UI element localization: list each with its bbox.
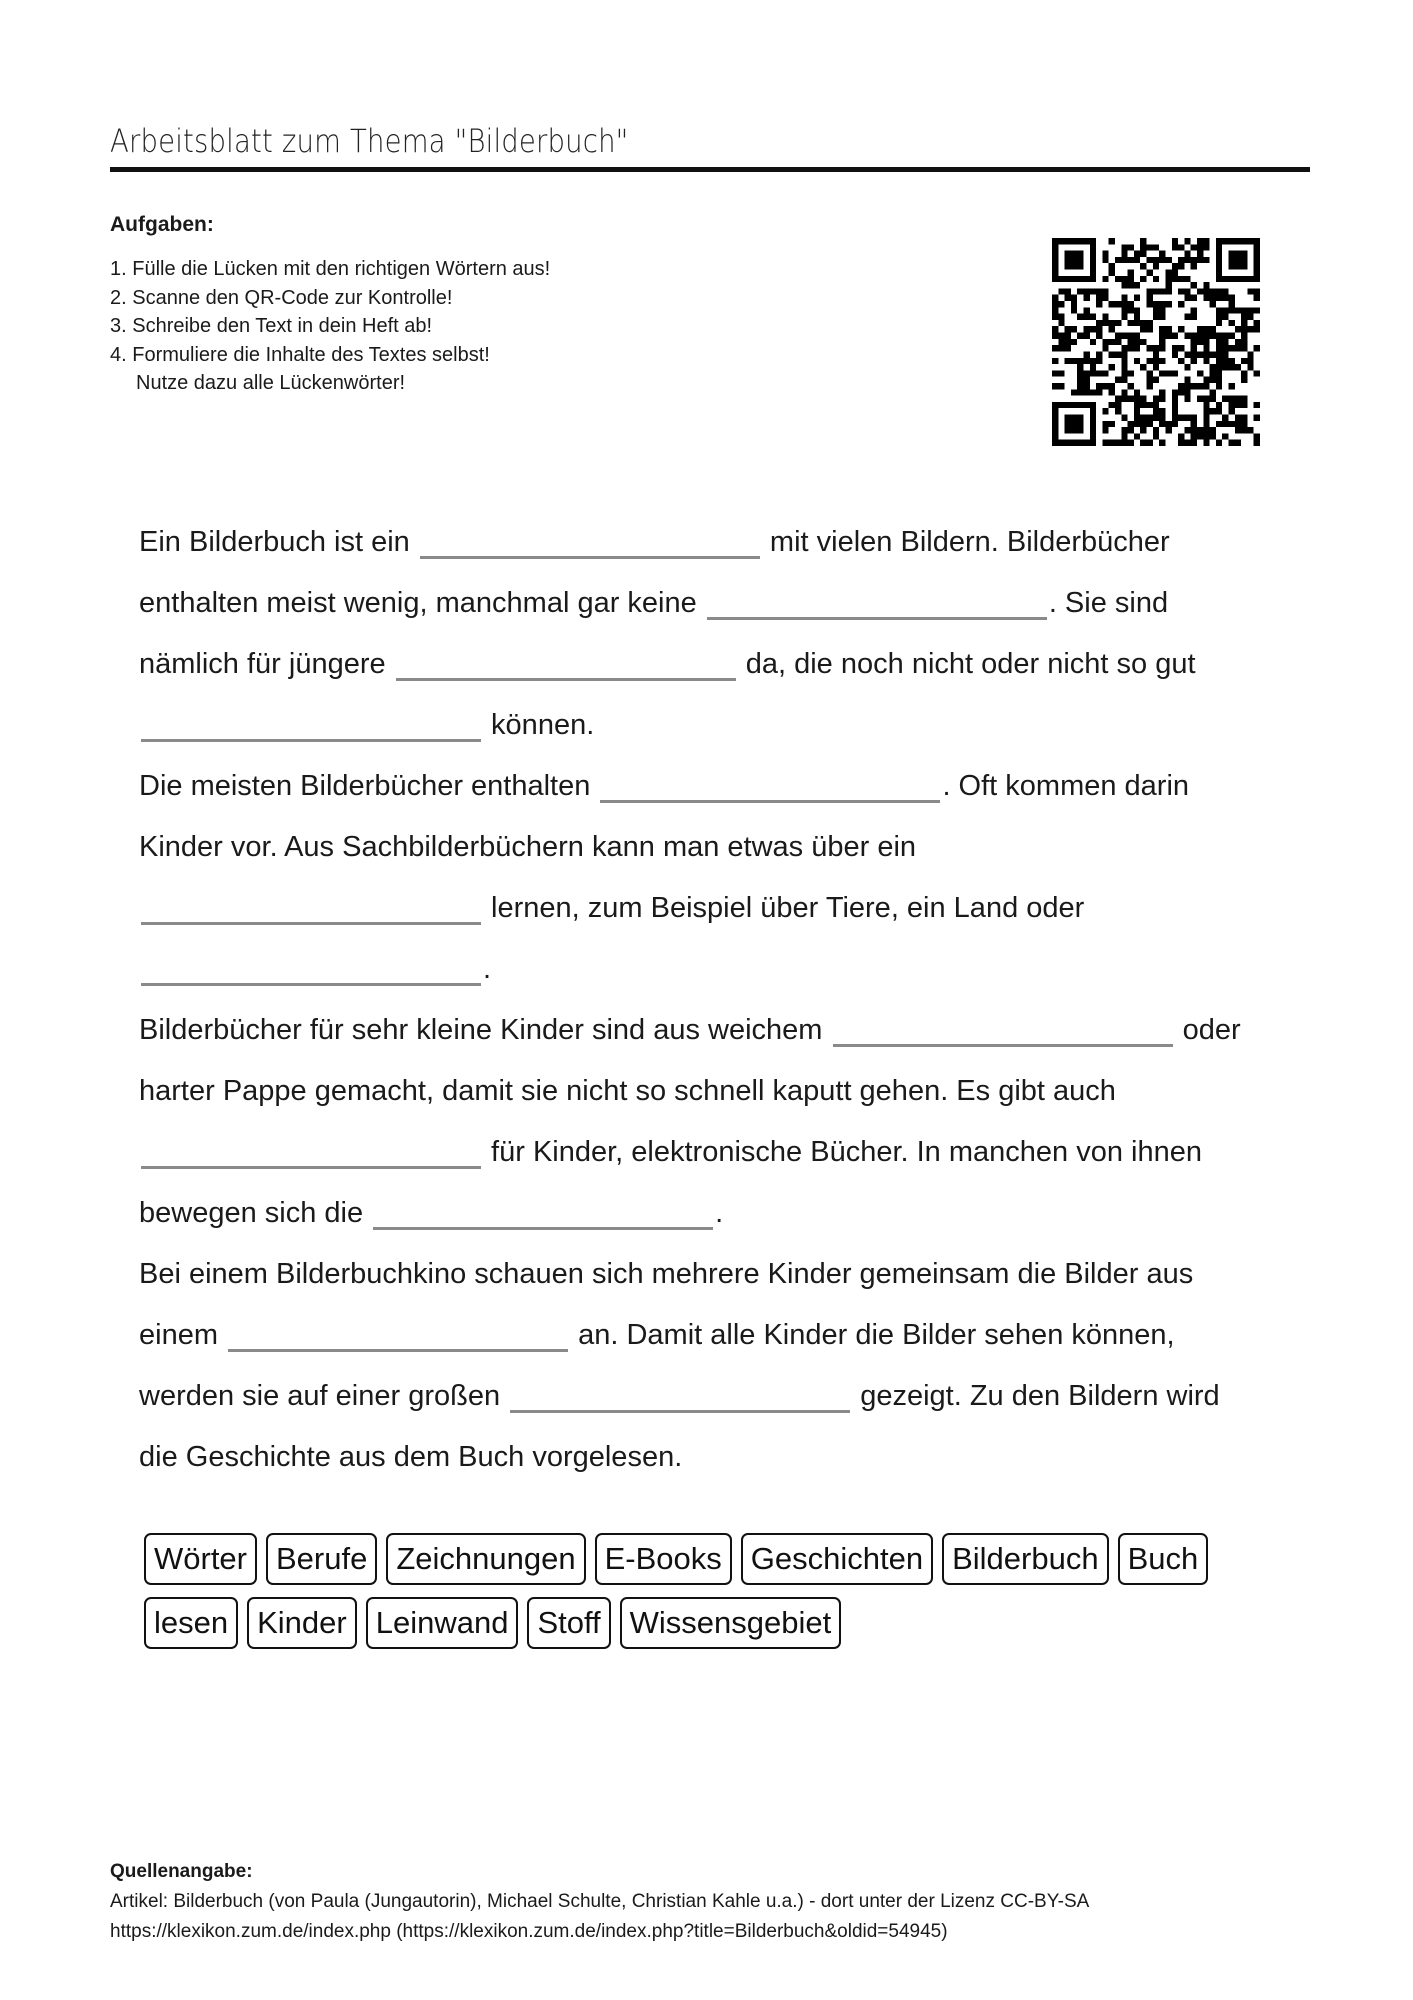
blank-field[interactable] — [833, 1014, 1173, 1047]
word-chip: Geschichten — [741, 1533, 933, 1585]
qr-code[interactable] — [1052, 238, 1260, 446]
blank-field[interactable] — [228, 1319, 568, 1352]
task-item: 4. Formuliere die Inhalte des Textes selbst! — [110, 343, 490, 366]
cloze-segment: enthalten meist wenig, manchmal gar keine — [139, 587, 705, 619]
cloze-text — [139, 512, 1329, 1488]
task-item: Nutze dazu alle Lückenwörter! — [136, 372, 406, 394]
cloze-segment: können. — [483, 709, 595, 741]
source-line: https://klexikon.zum.de/index.php (https://klexikon.zum.de/index.php?title=Bilderbuch&oldid=54945) — [110, 1921, 948, 1942]
cloze-segment: gezeigt. Zu den Bildern wird — [852, 1380, 1220, 1412]
task-item: 2. Scanne den QR-Code zur Kontrolle! — [110, 286, 453, 309]
blank-field[interactable] — [600, 770, 940, 803]
cloze-line — [139, 817, 1329, 878]
word-chip: Stoff — [527, 1597, 610, 1649]
blank-field[interactable] — [141, 1136, 481, 1169]
blank-field[interactable] — [141, 953, 481, 986]
word-bank-row — [144, 1533, 1324, 1585]
cloze-segment: lernen, zum Beispiel über Tiere, ein Land oder — [483, 892, 1085, 924]
word-chip: E-Books — [595, 1533, 732, 1585]
cloze-segment: die Geschichte aus dem Buch vorgelesen. — [139, 1441, 683, 1473]
cloze-segment: Die meisten Bilderbücher enthalten — [139, 770, 599, 802]
word-bank — [144, 1533, 1324, 1661]
cloze-line — [139, 1122, 1329, 1183]
blank-field[interactable] — [141, 709, 481, 742]
cloze-segment: für Kinder, elektronische Bücher. In manchen von ihnen — [483, 1136, 1202, 1168]
title-divider — [110, 167, 1310, 172]
word-chip: Wörter — [144, 1533, 257, 1585]
word-chip: Wissensgebiet — [620, 1597, 842, 1649]
cloze-segment: oder — [1174, 1014, 1241, 1046]
cloze-line — [139, 1244, 1329, 1305]
cloze-line — [139, 1305, 1329, 1366]
cloze-segment: werden sie auf einer großen — [139, 1380, 509, 1412]
cloze-line — [139, 573, 1329, 634]
cloze-segment: . Sie sind — [1048, 587, 1169, 619]
cloze-line — [139, 1061, 1329, 1122]
blank-field[interactable] — [373, 1197, 713, 1230]
cloze-segment: an. Damit alle Kinder die Bilder sehen können, — [570, 1319, 1175, 1351]
word-chip: Buch — [1118, 1533, 1209, 1585]
cloze-line — [139, 1427, 1329, 1488]
source-citation — [110, 1857, 1089, 1947]
cloze-line — [139, 512, 1329, 573]
task-item: 3. Schreibe den Text in dein Heft ab! — [110, 315, 433, 337]
word-chip: Bilderbuch — [942, 1533, 1108, 1585]
task-list — [110, 255, 550, 398]
cloze-segment: da, die noch nicht oder nicht so gut — [737, 648, 1196, 680]
word-chip: Zeichnungen — [386, 1533, 585, 1585]
cloze-segment: Ein Bilderbuch ist ein — [139, 526, 418, 558]
cloze-line — [139, 695, 1329, 756]
blank-field[interactable] — [141, 892, 481, 925]
blank-field[interactable] — [396, 648, 736, 681]
cloze-line — [139, 756, 1329, 817]
cloze-segment: nämlich für jüngere — [139, 648, 394, 680]
cloze-segment: bewegen sich die — [139, 1197, 372, 1229]
cloze-line — [139, 1000, 1329, 1061]
tasks-heading: Aufgaben: — [110, 213, 214, 236]
cloze-line — [139, 939, 1329, 1000]
cloze-line — [139, 1366, 1329, 1427]
task-item: 1. Fülle die Lücken mit den richtigen Wörtern aus! — [110, 258, 551, 280]
cloze-line — [139, 878, 1329, 939]
cloze-segment: harter Pappe gemacht, damit sie nicht so schnell kaputt gehen. Es gibt auch — [139, 1075, 1116, 1107]
word-chip: lesen — [144, 1597, 238, 1649]
source-line: Artikel: Bilderbuch (von Paula (Jungautorin), Michael Schulte, Christian Kahle u.a.) - dort unter der Lizenz CC-BY-SA — [110, 1891, 1090, 1912]
blank-field[interactable] — [510, 1380, 850, 1413]
page-title: Arbeitsblatt zum Thema "Bilderbuch" — [110, 122, 629, 160]
cloze-segment: . — [715, 1197, 724, 1229]
cloze-segment: Bei einem Bilderbuchkino schauen sich mehrere Kinder gemeinsam die Bilder aus — [139, 1258, 1194, 1290]
cloze-line — [139, 1183, 1329, 1244]
word-chip: Kinder — [247, 1597, 357, 1649]
cloze-segment: einem — [139, 1319, 227, 1351]
cloze-segment: . Oft kommen darin — [942, 770, 1190, 802]
cloze-segment: Kinder vor. Aus Sachbilderbüchern kann man etwas über ein — [139, 831, 917, 863]
cloze-segment: mit vielen Bildern. Bilderbücher — [761, 526, 1170, 558]
word-chip: Berufe — [266, 1533, 377, 1585]
blank-field[interactable] — [707, 587, 1047, 620]
blank-field[interactable] — [420, 526, 760, 559]
word-bank-row — [144, 1597, 1324, 1649]
cloze-line — [139, 634, 1329, 695]
cloze-segment: Bilderbücher für sehr kleine Kinder sind aus weichem — [139, 1014, 831, 1046]
word-chip: Leinwand — [366, 1597, 519, 1649]
cloze-segment: . — [483, 953, 492, 985]
source-heading: Quellenangabe: — [110, 1861, 253, 1882]
